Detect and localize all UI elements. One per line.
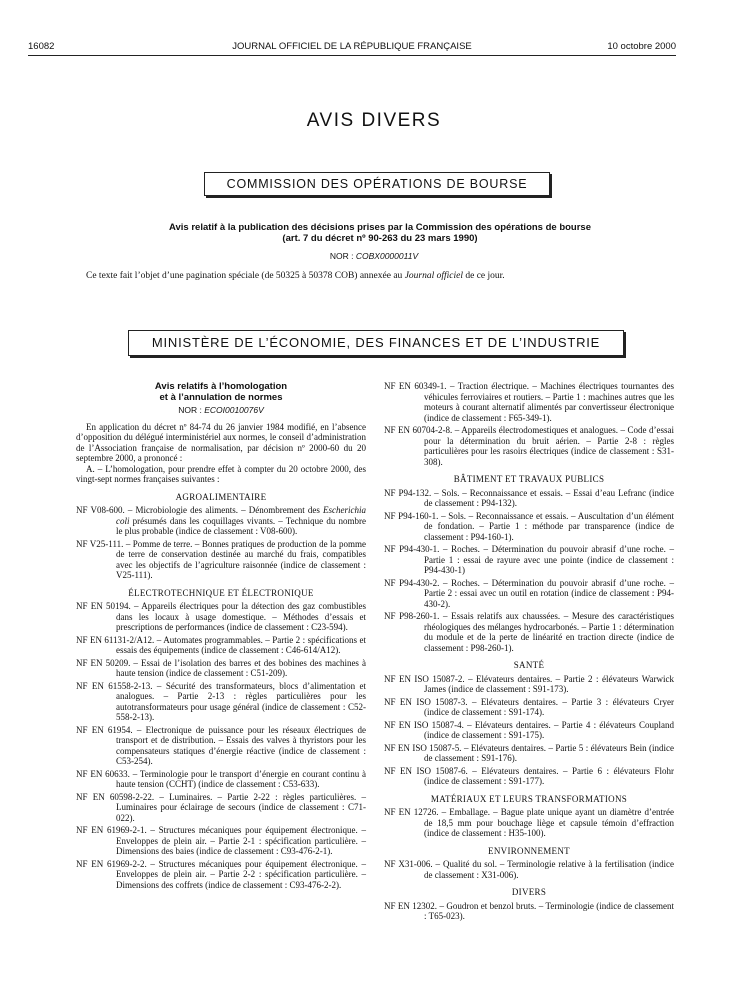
right-sections [384,474,674,922]
norm-entry: NF P98-260-1. – Essais relatifs aux chaussées. – Mesure des caractéristiques rhéologiques des mélanges hydrocarbonés. – Partie 1 : détermination du module et de la perte de linéarité en traction directe (indice de classement : P98-260-1). [384,611,674,653]
entry-text: NF EN 50209. – Essai de l’isolation des barres et des bobines des machines à haute tension (indice de classement : C51-209). [76,657,366,678]
entry-text: NF V25-111. – Pomme de terre. – Bonnes pratiques de production de la pomme de terre de conservation destinée au marché du frais, compatibles avec les objectifs de l’agriculture raisonnée (indice de classement : V25-111). [76,538,366,580]
avis-title-line-2: (art. 7 du décret nº 90-263 du 23 mars 1990) [282,233,478,244]
commission-heading-box: COMMISSION DES OPÉRATIONS DE BOURSE [204,172,550,196]
norm-entry [76,658,366,679]
intro-paragraph: A. – L’homologation, pour prendre effet à compter du 20 octobre 2000, des vingt-sept normes françaises suivantes : [76,463,366,484]
entry-text: NF EN 61969-2-1. – Structures mécaniques pour équipement électronique. – Enveloppes de plein air. – Partie 2-1 : spécification particulière. – Dimensions des baies (indice de classement : C93-476-2-1). [76,825,366,856]
norm-entry [76,859,366,891]
norm-entry: NF EN ISO 15087-6. – Elévateurs dentaires. – Partie 6 : élévateurs Flohr (indice de classement : S91-177). [384,765,674,786]
nor-code: ECOI0010076V [204,405,264,415]
norm-entry [76,681,366,723]
entry-text: NF EN 61131-2/A12. – Automates programmables. – Partie 2 : spécifications et essais des équipements (indice de classement : C46-614/A12). [76,634,366,655]
norm-entry: NF P94-132. – Sols. – Reconnaissance et essais. – Essai d’eau Lefranc (indice de classement : P94-132). [384,487,674,508]
norm-entry: NF P94-430-1. – Roches. – Détermination du pouvoir abrasif d’une roche. – Partie 1 : essai de rayure avec une pointe (indice de classement : P94-430-1) [384,544,674,575]
section-heading: MATÉRIAUX ET LEURS TRANSFORMATIONS [430,793,628,804]
section-heading: DIVERS [511,887,547,897]
notice-title-line-2: et à l’annulation de normes [159,392,283,403]
entry-text: NF EN 50194. – Appareils électriques pour la détection des gaz combustibles dans les locaux à usage domestique. – Méthodes d’essais et prescriptions de performances (indice de classement : C23-594). [76,601,366,632]
commission-text-start: Ce texte fait l’objet d’une pagination spéciale (de 50325 à 50378 COB) annexée au [86,271,405,281]
norm-entry: NF EN 12302. – Goudron et benzol bruts. – Terminologie (indice de classement : T65-023). [384,900,674,921]
section-heading: ÉLECTROTECHNIQUE ET ÉLECTRONIQUE [128,587,314,598]
norm-entry: NF X31-006. – Qualité du sol. – Terminologie relative à la fertilisation (indice de classement : X31-006). [384,859,674,880]
norm-entry [76,635,366,656]
norm-entry: NF EN ISO 15087-2. – Elévateurs dentaires. – Partie 2 : élévateurs Warwick James (indice de classement : S91-173). [384,673,674,694]
commission-text [86,271,505,281]
entry-text: NF V08-600. – Microbiologie des aliments. – Dénombrement des [76,505,323,515]
journal-title: JOURNAL OFFICIEL DE LA RÉPUBLIQUE FRANÇAISE [232,41,472,52]
running-header [28,39,676,56]
commission-text-journal: Journal officiel [404,271,463,281]
left-column [76,381,366,892]
norm-entry [76,505,366,537]
norm-entry [76,792,366,824]
notice-nor [76,405,366,416]
right-column [384,381,674,924]
commission-avis-title [80,222,680,244]
section-heading: BÂTIMENT ET TRAVAUX PUBLICS [453,474,605,484]
nor-label: NOR : [178,405,202,415]
commission-nor [0,251,748,261]
entry-italic-text: Escherichia coli [116,505,366,526]
notice-title-line-1: Avis relatifs à l’homologation [154,381,288,392]
norm-entry: NF EN 60349-1. – Traction électrique. – Machines électriques tournantes des véhicules ferroviaires et routiers. – Partie 1 : machines autres que les moteurs à courant alternatif alimentés par convertisseur électronique (indice de classement : F65-349-1). [384,381,674,423]
page-number: 16082 [28,41,55,52]
entry-text: présumés dans les coquillages vivants. – Technique du nombre le plus probable (indice de classement : V08-600). [116,515,366,536]
norm-entry: NF EN ISO 15087-3. – Elévateurs dentaires. – Partie 3 : élévateurs Cryer (indice de classement : S91-174). [384,696,674,717]
nor-code: COBX0000011V [355,251,419,261]
left-sections [76,492,366,891]
intro-paragraph: En application du décret nº 84-74 du 26 janvier 1984 modifié, en l’absence d’opposition du délégué interministériel aux normes, le conseil d’administration de l’Association française de normalisation, par décision nº 2000-60 du 20 septembre 2000, a prononcé : [76,421,366,463]
norm-entry: NF EN ISO 15087-4. – Elévateurs dentaires. – Partie 4 : élévateurs Coupland (indice de classement : S91-175). [384,719,674,740]
entry-text: NF EN 61558-2-13. – Sécurité des transformateurs, blocs d’alimentation et analogues. – Partie 2-13 : règles particulières pour les autotransformateurs pour usage général (indice de classement : C52-558-2-13). [76,680,366,722]
norm-entry [76,825,366,857]
norm-entry: NF EN 12726. – Emballage. – Bague plate unique ayant un diamètre d’entrée de 18,5 mm pour bouchage liège et capsule témoin d’effraction (indice de classement : H35-100). [384,807,674,838]
norm-entry [76,769,366,790]
entry-text: NF EN 60633. – Terminologie pour le transport d’énergie en courant continu à haute tension (CCHT) (indice de classement : C53-633). [76,768,366,789]
norm-entry: NF EN 60704-2-8. – Appareils électrodomestiques et analogues. – Code d’essai pour la détermination du bruit aérien. – Partie 2-8 : règles particulières pour les rasoirs électriques (indice de classement : S31-308). [384,425,674,467]
ministry-heading-box: MINISTÈRE DE L’ÉCONOMIE, DES FINANCES ET DE L’INDUSTRIE [128,330,624,356]
section-heading: AGROALIMENTAIRE [175,491,267,502]
norm-entry: NF P94-160-1. – Sols. – Reconnaissance et essais. – Auscultation d’un élément de fondation. – Partie 1 : méthode par transparence (indice de classement : P94-160-1). [384,510,674,542]
norm-entry [76,539,366,581]
entry-text: NF EN 60598-2-22. – Luminaires. – Partie 2-22 : règles particulières. – Luminaires pour éclairage de secours (indice de classement : C71-022). [76,791,366,823]
entry-text: NF EN 61969-2-2. – Structures mécaniques pour équipement électronique. – Enveloppes de plein air. – Partie 2-2 : spécification particulière. – Dimensions des coffrets (indice de classement : C93-476-2-2). [76,858,366,890]
section-heading: ENVIRONNEMENT [488,845,570,856]
norm-entry [76,725,366,767]
norm-entry: NF P94-430-2. – Roches. – Détermination du pouvoir abrasif d’une roche. – Partie 2 : essai avec un outil en rotation (indice de classement : P94-430-2). [384,577,674,609]
norm-entry: NF EN ISO 15087-5. – Elévateurs dentaires. – Partie 5 : élévateurs Bein (indice de classement : S91-176). [384,742,674,763]
page-title: AVIS DIVERS [306,110,442,131]
continued-entries [384,381,674,467]
section-heading: SANTÉ [513,660,545,670]
nor-label: NOR : [329,251,354,261]
entry-text: NF EN 61954. – Electronique de puissance pour les réseaux électriques de transport et de distribution. – Essais des valves à thyristors pour les compensateurs statiques d’énergie réactive (indice de classement : C53-254). [76,724,366,766]
commission-text-end: de ce jour. [463,271,505,281]
norm-entry [76,601,366,633]
notice-title [76,381,366,403]
publication-date: 10 octobre 2000 [607,41,676,52]
avis-title-line-1: Avis relatif à la publication des décisions prises par la Commission des opérations de bourse [169,222,591,233]
